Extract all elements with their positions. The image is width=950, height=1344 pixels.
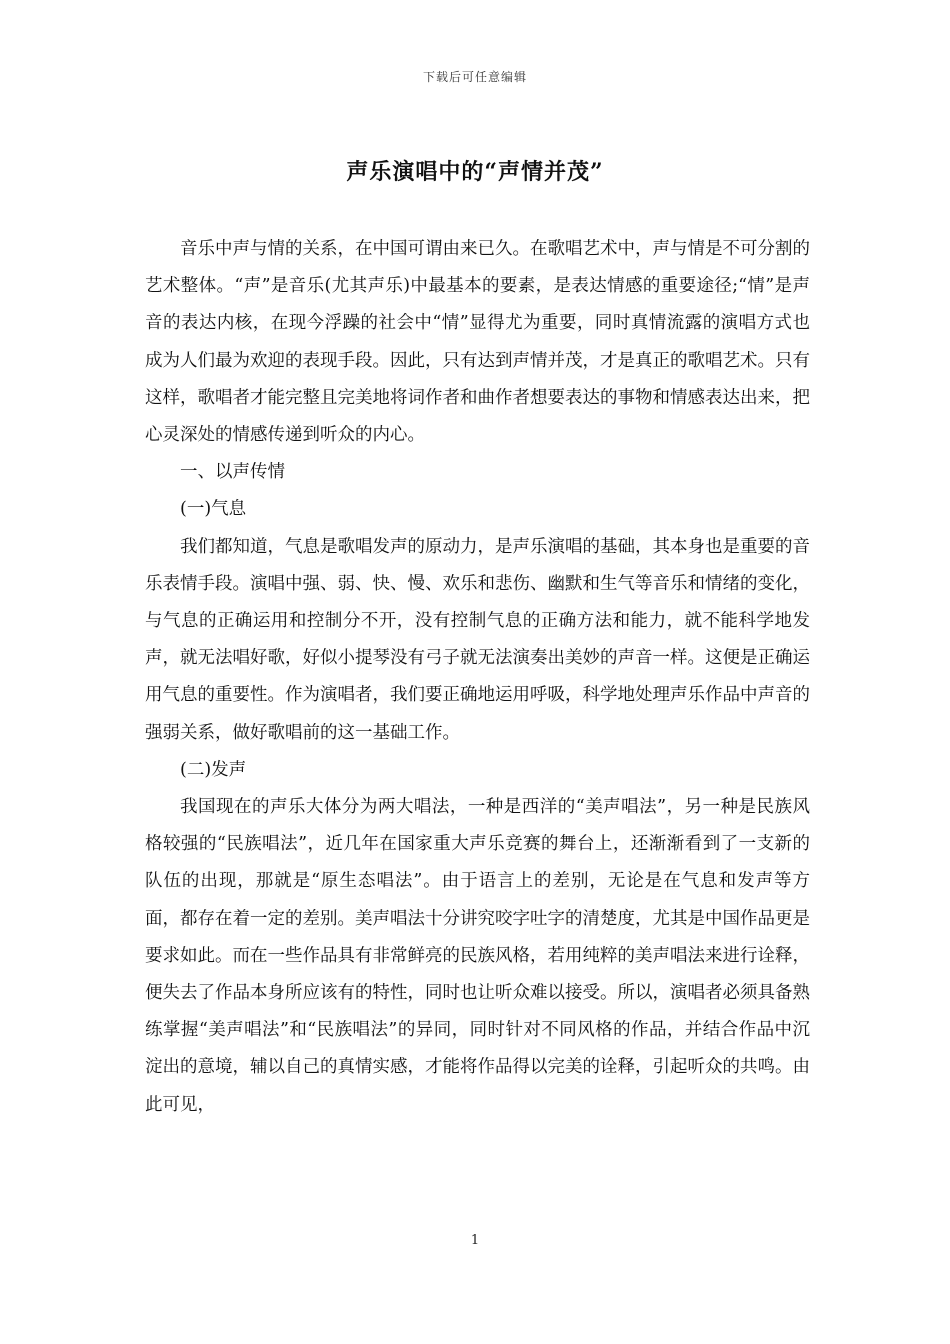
paragraph-intro: 音乐中声与情的关系，在中国可谓由来已久。在歌唱艺术中，声与情是不可分割的艺术整体。“声”是音乐(尤其声乐)中最基本的要素，是表达情感的重要途径;“情”是声音的表达内核，在现今浮躁的社会中“情”显得尤为重要，同时真情流露的演唱方式也成为人们最为欢迎的表现手段。因此，只有达到声情并茂，才是真正的歌唱艺术。只有这样，歌唱者才能完整且完美地将词作者和曲作者想要表达的事物和情感表达出来，把心灵深处的情感传递到听众的内心。 [145,239,810,446]
section-heading-1: 一、以声传情 [180,462,285,483]
page-number: 1 [470,1233,480,1248]
header-note: 下载后可任意编辑 [422,70,527,84]
document-title: 声乐演唱中的“声情并茂” [346,159,604,185]
subsection-heading-breath: (一)气息 [180,499,247,520]
paragraph-vocalization: 我国现在的声乐大体分为两大唱法，一种是西洋的“美声唱法”，另一种是民族风格较强的“民族唱法”，近几年在国家重大声乐竞赛的舞台上，还渐渐看到了一支新的队伍的出现，那就是“原生态唱法”。由于语言上的差别，无论是在气息和发声等方面，都存在着一定的差别。美声唱法十分讲究咬字吐字的清楚度，尤其是中国作品更是要求如此。而在一些作品具有非常鲜亮的民族风格，若用纯粹的美声唱法来进行诠释，便失去了作品本身所应该有的特性，同时也让听众难以接受。所以，演唱者必须具备熟练掌握“美声唱法”和“民族唱法”的异同，同时针对不同风格的作品，并结合作品中沉淀出的意境，辅以自己的真情实感，才能将作品得以完美的诠释，引起听众的共鸣。由此可见， [145,797,810,1115]
document-body [145,231,810,1124]
paragraph-breath: 我们都知道，气息是歌唱发声的原动力，是声乐演唱的基础，其本身也是重要的音乐表情手段。演唱中强、弱、快、慢、欢乐和悲伤、幽默和生气等音乐和情绪的变化，与气息的正确运用和控制分不开，没有控制气息的正确方法和能力，就不能科学地发声，就无法唱好歌，好似小提琴没有弓子就无法演奏出美妙的声音一样。这便是正确运用气息的重要性。作为演唱者，我们要正确地运用呼吸，科学地处理声乐作品中声音的强弱关系，做好歌唱前的这一基础工作。 [145,536,810,743]
subsection-heading-vocalization: (二)发声 [180,759,247,780]
